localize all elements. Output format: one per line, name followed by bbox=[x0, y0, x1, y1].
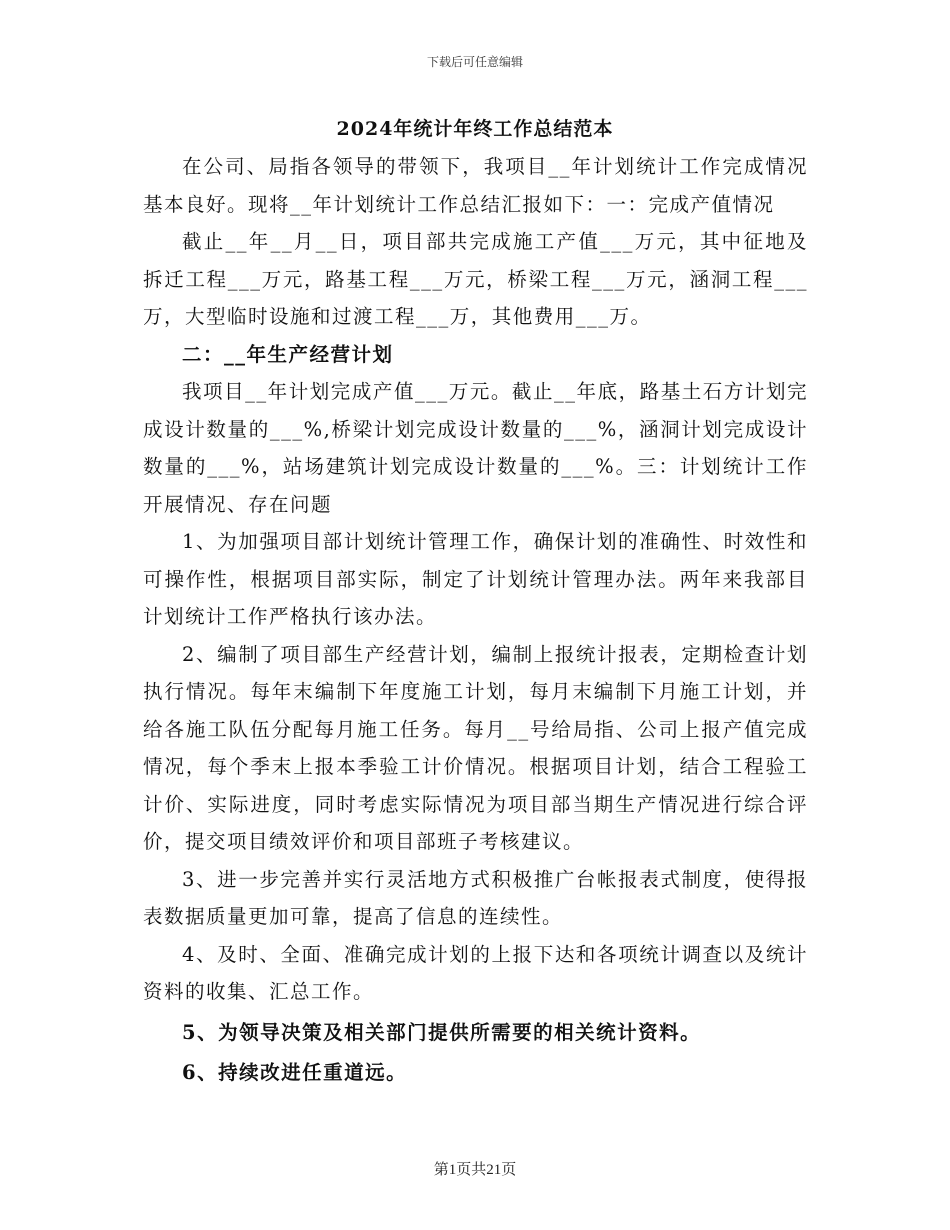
page-footer-number: 第1页共21页 bbox=[433, 1162, 517, 1178]
paragraph-item-1: 1、为加强项目部计划统计管理工作，确保计划的准确性、时效性和可操作性，根据项目部实际，制定了计划统计管理办法。两年来我部目计划统计工作严格执行该办法。 bbox=[143, 530, 808, 628]
page-header-note: 下载后可任意编辑 bbox=[426, 55, 523, 69]
paragraph-item-3: 3、进一步完善并实行灵活地方式积极推广台帐报表式制度，使得报表数据质量更加可靠，提高了信息的连续性。 bbox=[143, 867, 808, 928]
paragraph-intro: 在公司、局指各领导的带领下，我项目__年计划统计工作完成情况基本良好。现将__年计划统计工作总结汇报如下：一：完成产值情况 bbox=[143, 155, 808, 216]
paragraph-plan: 我项目__年计划完成产值___万元。截止__年底，路基土石方计划完成设计数量的___%,桥梁计划完成设计数量的___%，涵洞计划完成设计数量的___%，站场建筑计划完成设计数量的___%。三：计划统计工作开展情况、存在问题 bbox=[143, 380, 808, 516]
section-heading-plan: 二：__年生产经营计划 bbox=[182, 342, 394, 366]
paragraph-output-value: 截止__年__月__日，项目部共完成施工产值___万元，其中征地及拆迁工程___万元，路基工程___万元，桥梁工程___万元，涵洞工程___万，大型临时设施和过渡工程___万，其他费用___万。 bbox=[143, 230, 808, 328]
paragraph-item-6: 6、持续改进任重道远。 bbox=[182, 1061, 408, 1084]
paragraph-item-2: 2、编制了项目部生产经营计划，编制上报统计报表，定期检查计划执行情况。每年末编制下年度施工计划，每月末编制下月施工计划，并给各施工队伍分配每月施工任务。每月__号给局指、公司上报产值完成情况，每个季末上报本季验工计价情况。根据项目计划，结合工程验工计价、实际进度，同时考虑实际情况为项目部当期生产情况进行综合评价，提交项目绩效评价和项目部班子考核建议。 bbox=[143, 642, 808, 853]
paragraph-item-5: 5、为领导决策及相关部门提供所需要的相关统计资料。 bbox=[182, 1020, 702, 1044]
document-title: 2024年统计年终工作总结范本 bbox=[336, 118, 614, 140]
paragraph-item-4: 4、及时、全面、准确完成计划的上报下达和各项统计调查以及统计资料的收集、汇总工作。 bbox=[143, 942, 808, 1003]
document-body bbox=[143, 148, 808, 1092]
